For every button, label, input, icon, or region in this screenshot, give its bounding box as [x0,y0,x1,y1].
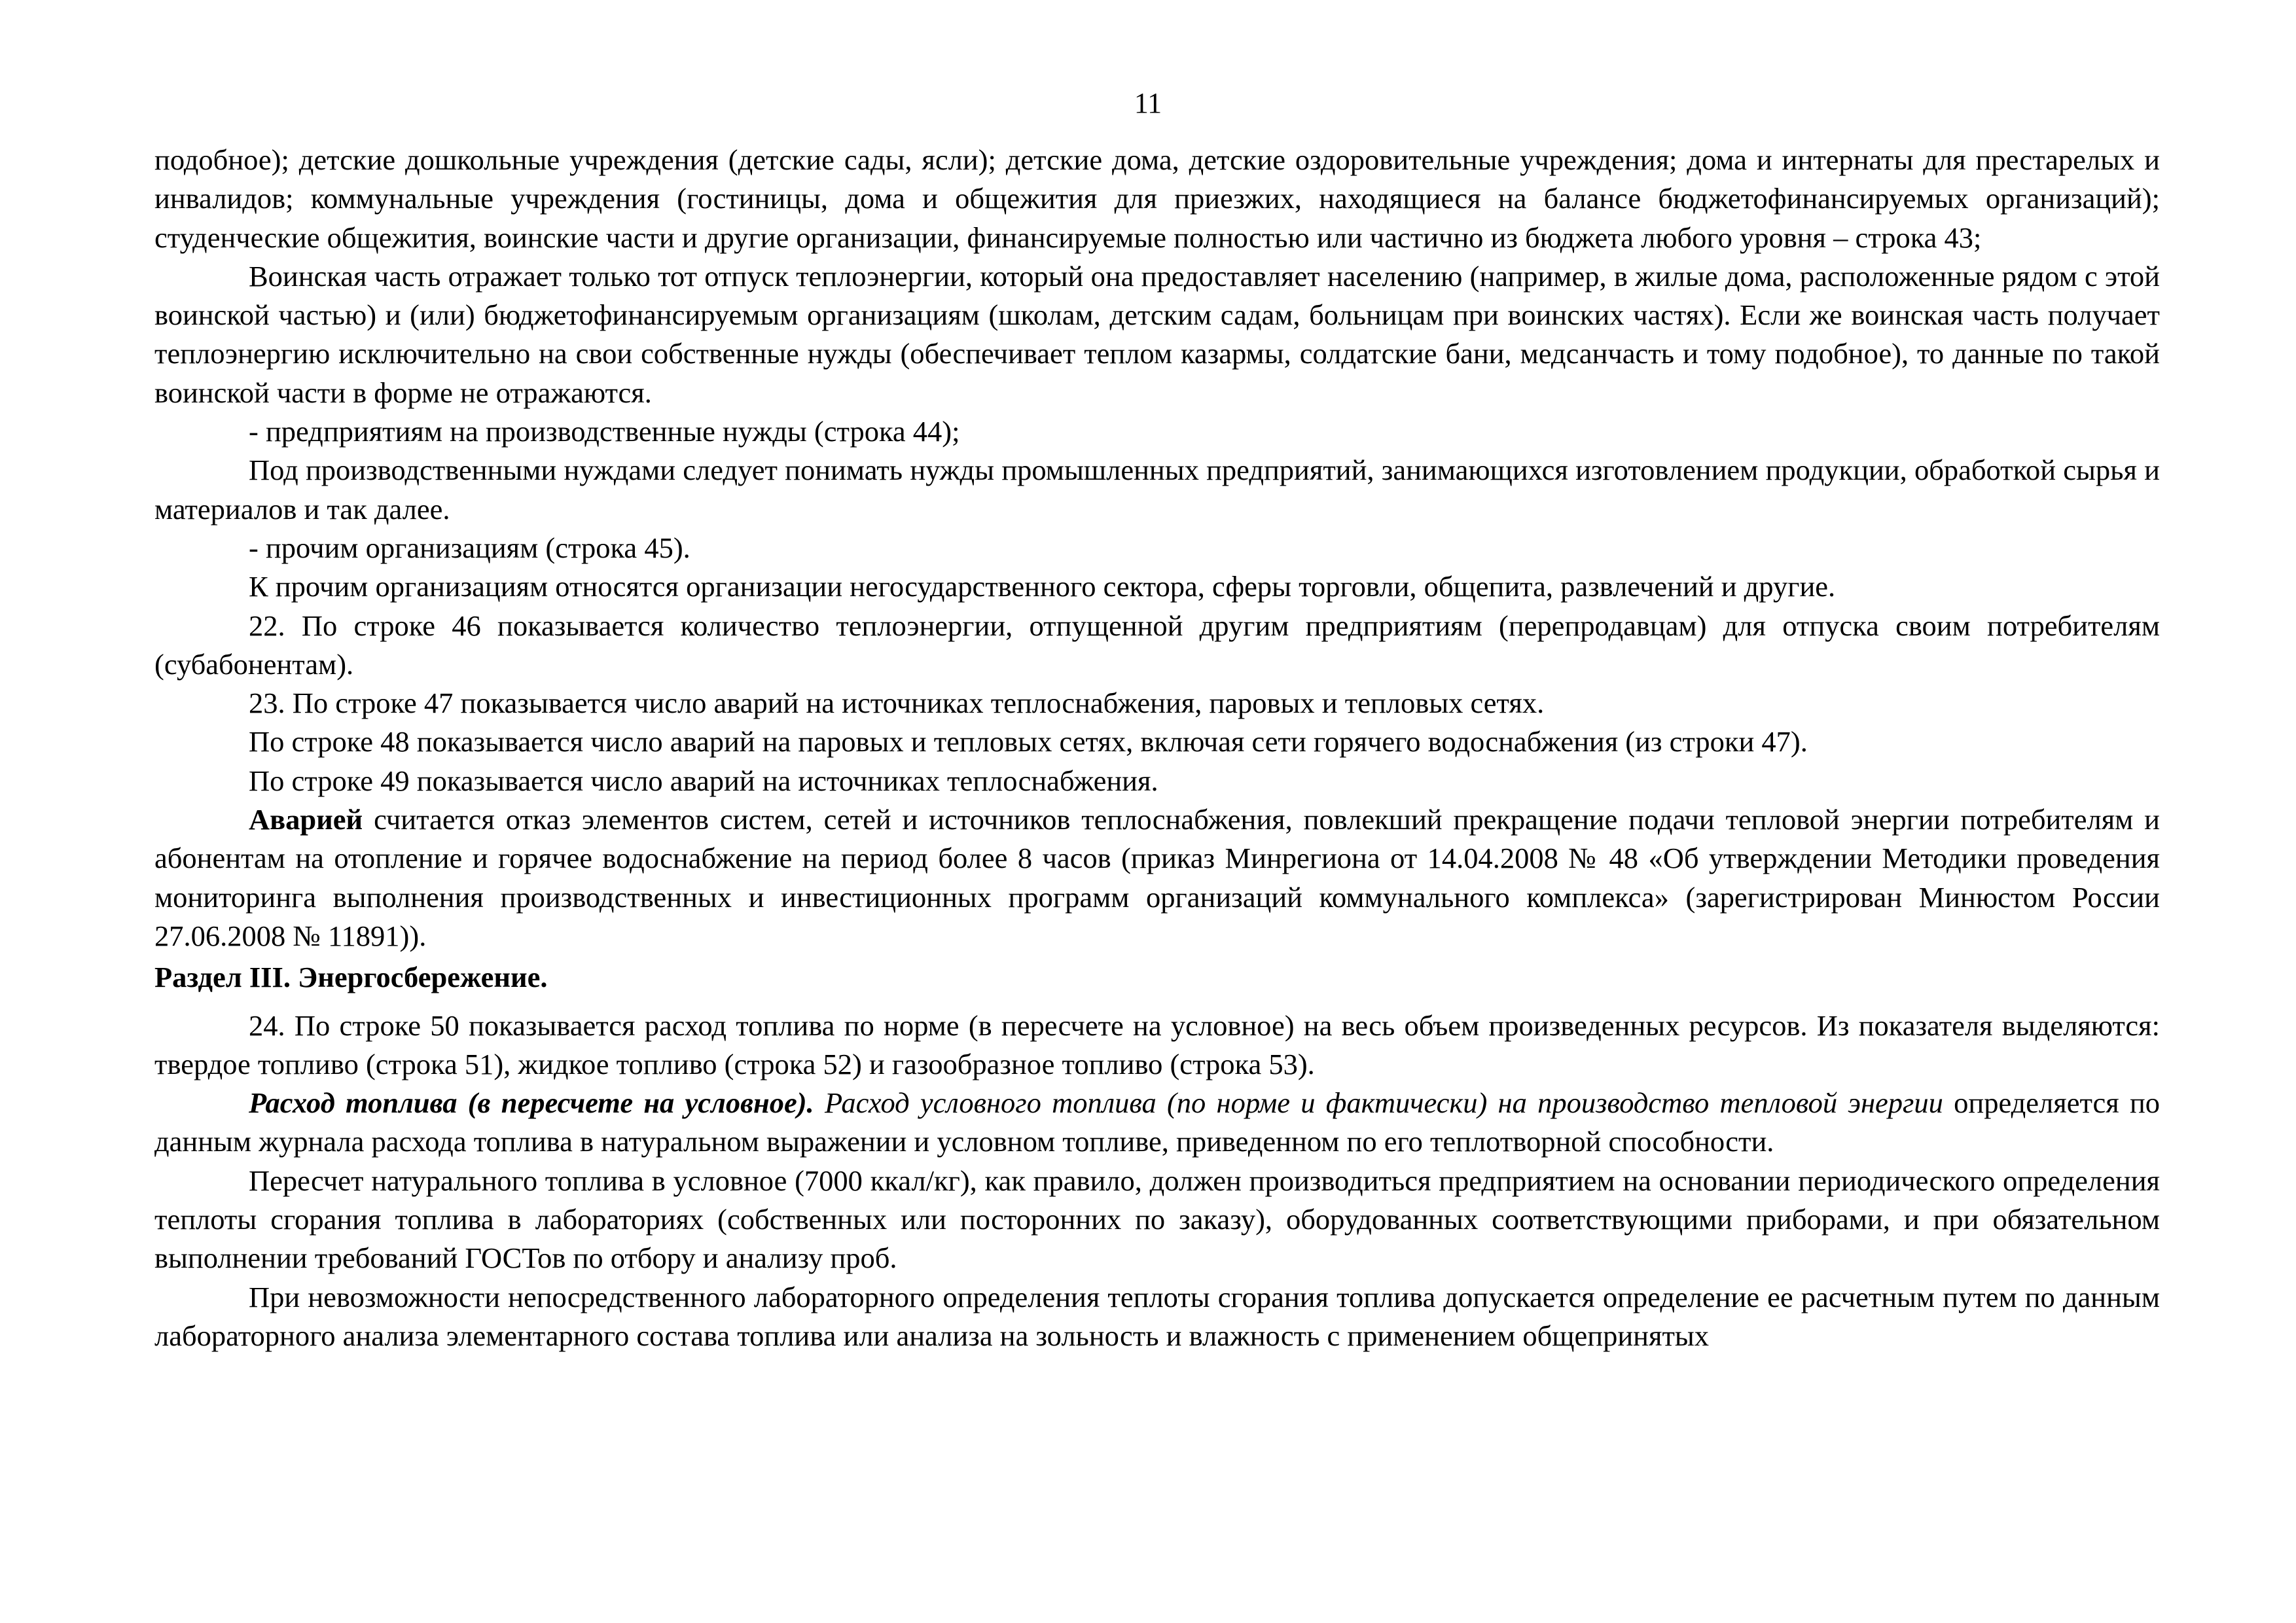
fuel-consumption-term: Расход топлива (в пересчете на условное). [249,1086,814,1120]
paragraph-6: К прочим организациям относятся организации негосударственного сектора, сферы торговли, общепита, развлечений и другие. [249,570,1836,603]
fuel-consumption-italic: Расход условного топлива (по норме и фактически) на производство тепловой энергии [814,1086,1943,1120]
paragraph-11 [154,800,2160,955]
paragraph-2: Воинская часть отражает только тот отпуск теплоэнергии, который она предоставляет населению (например, в жилые дома, расположенные рядом с этой воинской частью) и (или) бюджетофинансируемым организациям (школам, детским садам, больницам при воинских частях). Если же воинская часть получает теплоэнергию исключительно на свои собственные нужды (обеспечивает теплом казармы, солдатские бани, медсанчасть и тому подобное), то данные по такой воинской части в форме не отражаются. [154,259,2160,409]
paragraph-1: подобное); детские дошкольные учреждения (детские сады, ясли); детские дома, детские оздоровительные учреждения; дома и интернаты для престарелых и инвалидов; коммунальные учреждения (гостиницы, дома и общежития для приезжих, находящиеся на балансе бюджетофинансируемых организаций); студенческие общежития, воинские части и другие организации, финансируемые полностью или частично из бюджета любого уровня – строка 43; [154,143,2160,254]
document-body [154,141,2160,1355]
paragraph-3: - предприятиям на производственные нужды (строка 44); [249,415,960,448]
paragraph-8: 23. По строке 47 показывается число аварий на источниках теплоснабжения, паровых и тепловых сетях. [249,687,1545,720]
paragraph-13 [154,1084,2160,1162]
paragraph-5: - прочим организациям (строка 45). [249,531,691,564]
paragraph-10: По строке 49 показывается число аварий на источниках теплоснабжения. [249,764,1158,797]
paragraph-4: Под производственными нуждами следует понимать нужды промышленных предприятий, занимающихся изготовлением продукции, обработкой сырья и материалов и так далее. [154,454,2160,526]
paragraph-14: Пересчет натурального топлива в условное (7000 ккал/кг), как правило, должен производиться предприятием на основании периодического определения теплоты сгорания топлива в лабораториях (собственных или посторонних по заказу), оборудованных соответствующими приборами, и при обязательном выполнении требований ГОСТов по отбору и анализу проб. [154,1164,2160,1275]
page-number: 11 [1134,87,1162,119]
paragraph-7: 22. По строке 46 показывается количество теплоэнергии, отпущенной другим предприятиям (перепродавцам) для отпуска своим потребителям (субабонентам). [154,609,2160,681]
section-title: Раздел III. Энергосбережение. [154,961,548,994]
paragraph-15: При невозможности непосредственного лабораторного определения теплоты сгорания топлива допускается определение ее расчетным путем по данным лабораторного анализа элементарного состава топлива или анализа на зольность и влажность с применением общепринятых [154,1280,2160,1352]
accident-term: Аварией [249,803,363,836]
fuel-consumption-rest: определяется по данным журнала расхода топлива в натуральном выражении и условном топливе, приведенном по его теплотворной способности. [154,1086,2161,1158]
paragraph-12: 24. По строке 50 показывается расход топлива по норме (в пересчете на условное) на весь объем произведенных ресурсов. Из показателя выделяются: твердое топливо (строка 51), жидкое топливо (строка 52) и газообразное топливо (строка 53). [154,1008,2160,1080]
paragraph-9: По строке 48 показывается число аварий на паровых и тепловых сетях, включая сети горячего водоснабжения (из строки 47). [249,725,1808,758]
accident-definition: считается отказ элементов систем, сетей и источников теплоснабжения, повлекший прекращение подачи тепловой энергии потребителям и абонентам на отопление и горячее водоснабжение на период более 8 часов (приказ Минрегиона от 14.04.2008 № 48 «Об утверждении Методики проведения мониторинга выполнения производственных и инвестиционных программ организаций коммунального комплекса» (зарегистрирован Минюстом России 27.06.2008 № 11891)). [154,803,2160,952]
